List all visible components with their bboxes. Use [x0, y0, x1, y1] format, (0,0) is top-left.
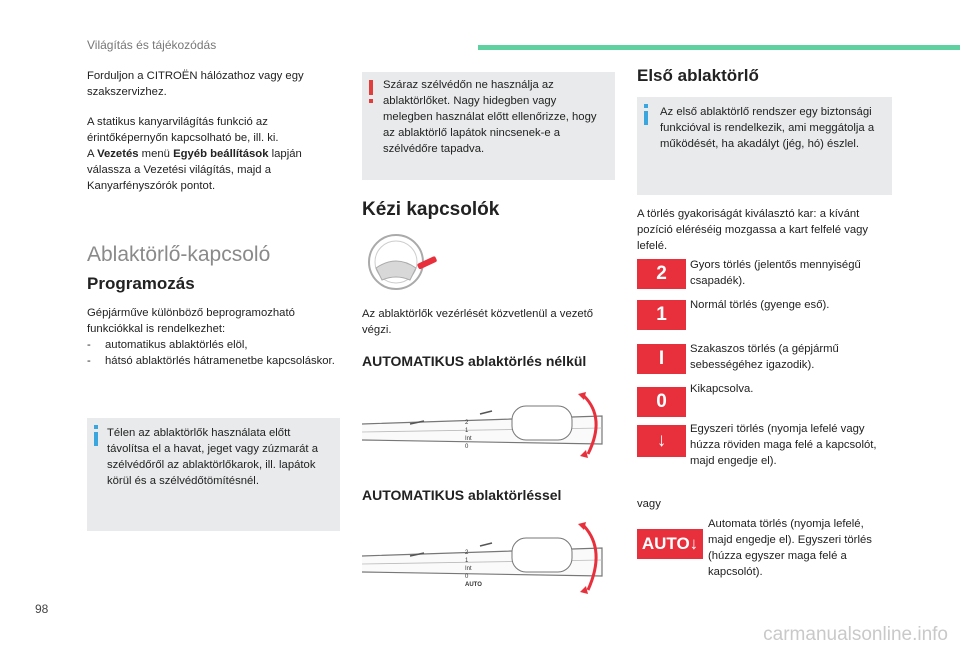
subsection-title: Programozás: [87, 274, 195, 293]
manual-controls-text: Az ablaktörlők vezérlését közvetlenül a vezető végzi.: [362, 308, 594, 336]
list-item-text: automatikus ablaktörlés elöl,: [105, 339, 248, 351]
menu-name: Vezetés: [97, 148, 139, 160]
paragraph-programming: Gépjárműve különböző beprogramozható funkciókkal is rendelkezhet:: [87, 307, 295, 335]
stalk-label: 0: [465, 444, 469, 450]
wiper-stalk-auto-illustration: [362, 518, 612, 602]
stalk-label: Int: [465, 566, 472, 572]
info-icon: [94, 432, 98, 446]
warning-box: [362, 72, 615, 180]
single-wipe-icon: ↓: [637, 425, 686, 457]
speed-1-icon: 1: [637, 300, 686, 330]
front-wiper-title: Első ablaktörlő: [637, 66, 759, 85]
mode-description: Kikapcsolva.: [690, 383, 754, 395]
mode-description: Szakaszos törlés (a gépjármű sebességéhez igazodik).: [690, 343, 839, 371]
frequency-intro: A törlés gyakoriságát kiválasztó kar: a kívánt pozíció eléréséig mozgassa a kart felfelé vagy lefelé.: [637, 208, 869, 252]
section-title: Ablaktörlő-kapcsoló: [87, 243, 271, 266]
list-item: - hátsó ablaktörlés hátramenetbe kapcsoláskor.: [87, 355, 335, 367]
warning-box-text: Száraz szélvédőn ne használja az ablaktörlőket. Nagy hidegben vagy melegben használat előtt ellenőrizze, hogy az ablaktörlő lapátok nincsenek-e a szélvédőre tapadva.: [383, 79, 597, 155]
off-icon: 0: [637, 387, 686, 417]
mode-description: Normál törlés (gyenge eső).: [690, 299, 830, 311]
auto-mode-description: Automata törlés (nyomja lefelé, majd engedje el). Egyszeri törlés (húzza egyszer maga felé a kapcsolót).: [708, 518, 872, 578]
auto-off-title: AUTOMATIKUS ablaktörlés nélkül: [362, 353, 587, 369]
stalk-label: Int: [465, 436, 472, 442]
wiper-stalk-manual-illustration: [362, 388, 612, 468]
auto-wipe-icon: AUTO↓: [637, 529, 703, 559]
header-title: Világítás és tájékozódás: [87, 38, 217, 52]
list-item-text: hátsó ablaktörlés hátramenetbe kapcsoláskor.: [105, 355, 335, 367]
info-box-safety: [637, 97, 892, 195]
info-box-text: Az első ablaktörlő rendszer egy biztonsági funkcióval is rendelkezik, ami meggátolja a működését, ha akadályt (jég, hó) észlel.: [660, 106, 875, 150]
info-box-text: Télen az ablaktörlők használata előtt távolítsa el a havat, jeget vagy zúzmarát a szélvédőről az ablaktörlőkarok, ill. lapátok körül és a szélvédőtömítésnél.: [107, 427, 318, 487]
or-text: vagy: [637, 498, 661, 510]
header-divider: [478, 45, 960, 50]
stalk-label: 0: [465, 574, 469, 580]
steering-wheel-illustration: [362, 232, 442, 292]
stalk-auto-label: AUTO: [465, 582, 482, 588]
info-icon: [644, 111, 648, 125]
mode-description: Egyszeri törlés (nyomja lefelé vagy húzza röviden maga felé a kapcsolót, majd engedje el).: [690, 423, 877, 467]
paragraph-static-cornering: [87, 114, 337, 194]
feature-list: [87, 337, 337, 369]
auto-on-title: AUTOMATIKUS ablaktörléssel: [362, 487, 562, 503]
list-item: - automatikus ablaktörlés elöl,: [87, 339, 248, 351]
page-number: 98: [35, 602, 49, 616]
text-segment: menü: [138, 148, 174, 160]
speed-2-icon: 2: [637, 259, 686, 289]
text-segment: lapján válassza a Vezetési világítás, majd a Kanyarfényszórók pontot.: [87, 148, 302, 192]
stalk-label: 1: [465, 428, 469, 434]
tab-name: Egyéb beállítások: [173, 148, 269, 160]
stalk-label: 2: [465, 550, 469, 556]
warning-icon: [369, 80, 373, 95]
intermittent-icon: I: [637, 344, 686, 374]
stalk-label: 1: [465, 558, 469, 564]
info-box-winter: [87, 418, 340, 531]
watermark: carmanualsonline.info: [763, 624, 948, 645]
stalk-label: 2: [465, 420, 469, 426]
text-segment: A statikus kanyarvilágítás funkció az érintőképernyőn kapcsolható be, ill. ki.: [87, 116, 279, 144]
text-segment: A: [87, 148, 98, 160]
mode-description: Gyors törlés (jelentős mennyiségű csapadék).: [690, 259, 861, 287]
manual-controls-title: Kézi kapcsolók: [362, 199, 500, 220]
paragraph-network: Forduljon a CITROËN hálózathoz vagy egy szakszervizhez.: [87, 70, 304, 98]
